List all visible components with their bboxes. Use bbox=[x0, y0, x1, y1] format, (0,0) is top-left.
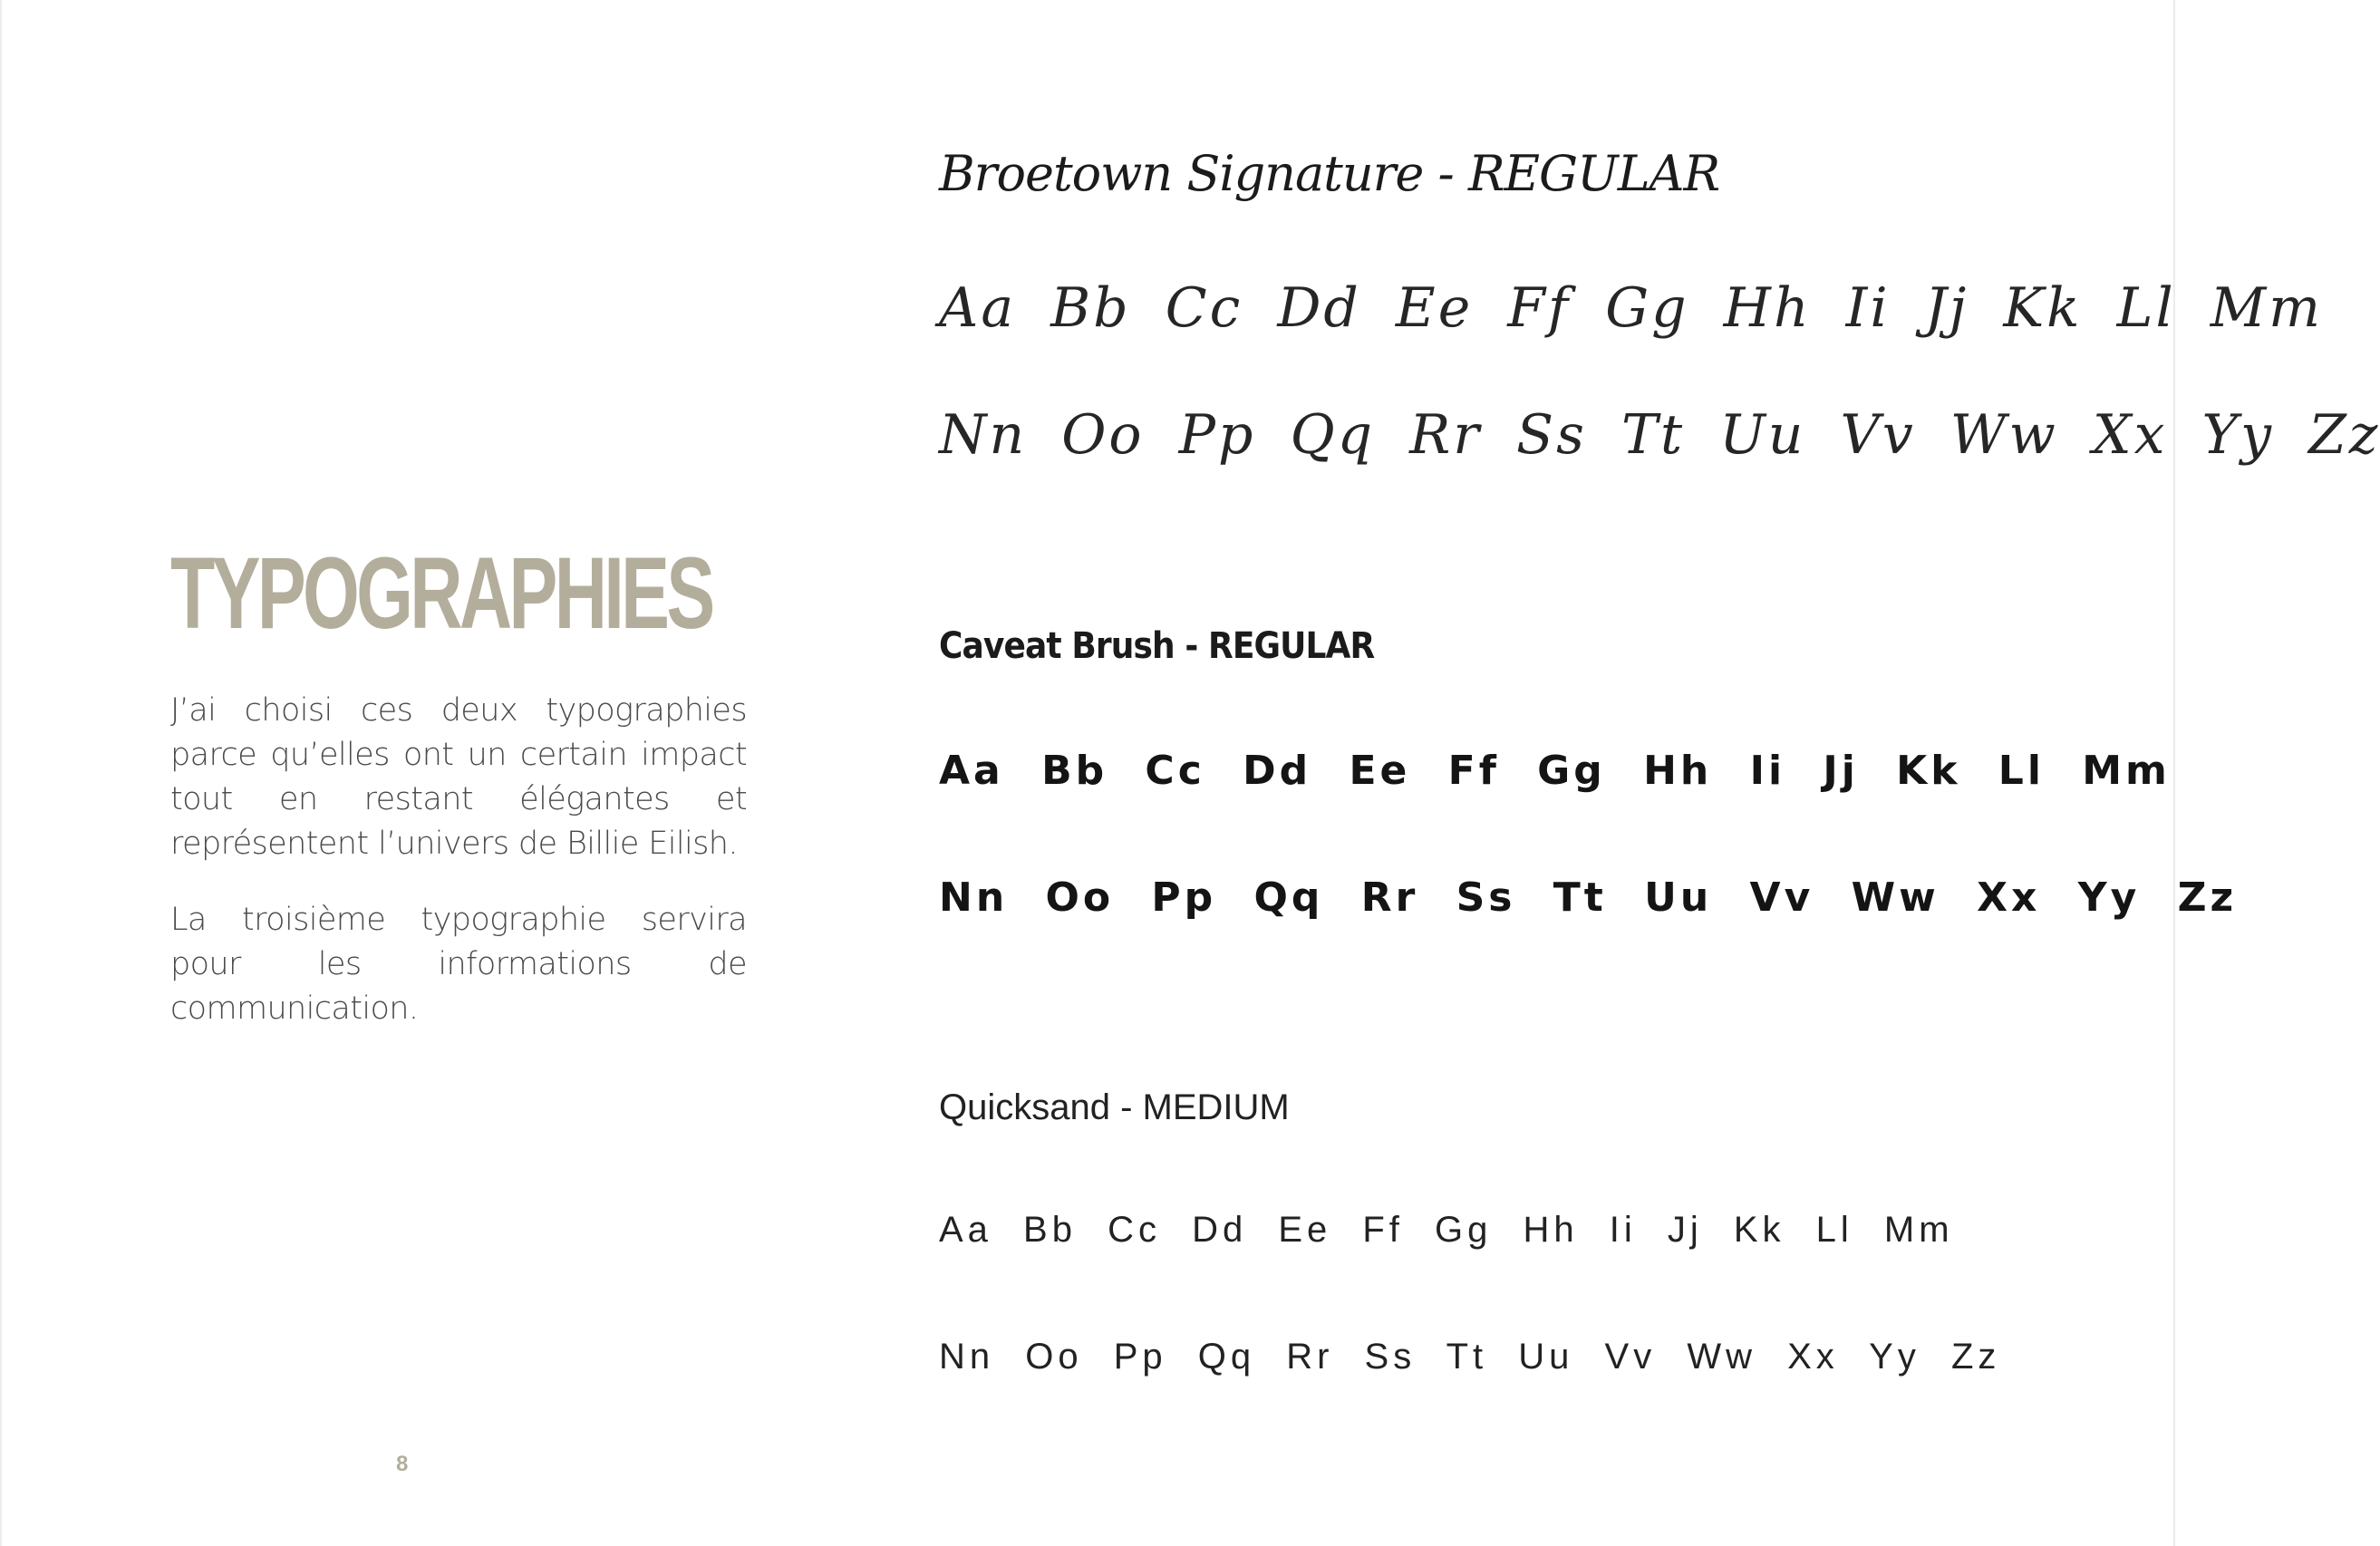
alphabet-row-n-z: Nn Oo Pp Qq Rr Ss Tt Uu Vv Ww Xx Yy Zz bbox=[939, 1337, 2001, 1377]
font-name: Quicksand - MEDIUM bbox=[939, 1087, 1290, 1127]
font-name: Caveat Brush - REGULAR bbox=[939, 625, 1375, 667]
page-title: TYPOGRAPHIES bbox=[170, 536, 712, 650]
intro-text bbox=[170, 689, 747, 1031]
alphabet-row-n-z: Nn Oo Pp Qq Rr Ss Tt Uu Vv Ww Xx Yy Zz bbox=[939, 874, 2238, 921]
font-name: Broetown Signature - REGULAR bbox=[939, 145, 1720, 202]
alphabet-row-a-m: Aa Bb Cc Dd Ee Ff Gg Hh Ii Jj Kk Ll Mm bbox=[939, 748, 2171, 794]
alphabet-row-a-m: Aa Bb Cc Dd Ee Ff Gg Hh Ii Jj Kk Ll Mm bbox=[939, 276, 2324, 340]
intro-column bbox=[170, 535, 747, 1063]
alphabet-row-a-m: Aa Bb Cc Dd Ee Ff Gg Hh Ii Jj Kk Ll Mm bbox=[939, 1210, 1954, 1250]
alphabet-row-n-z: Nn Oo Pp Qq Rr Ss Tt Uu Vv Ww Xx Yy Zz bbox=[939, 403, 2380, 467]
page-number: 8 bbox=[396, 1452, 409, 1476]
intro-paragraph-2: La troisième typographie servira pour les informations de communication. bbox=[170, 902, 747, 1027]
intro-paragraph-1: J’ai choisi ces deux typographies parce qu’elles ont un certain impact tout en restant élégantes et représentent l’univers de Billie Eilish. bbox=[170, 692, 747, 862]
